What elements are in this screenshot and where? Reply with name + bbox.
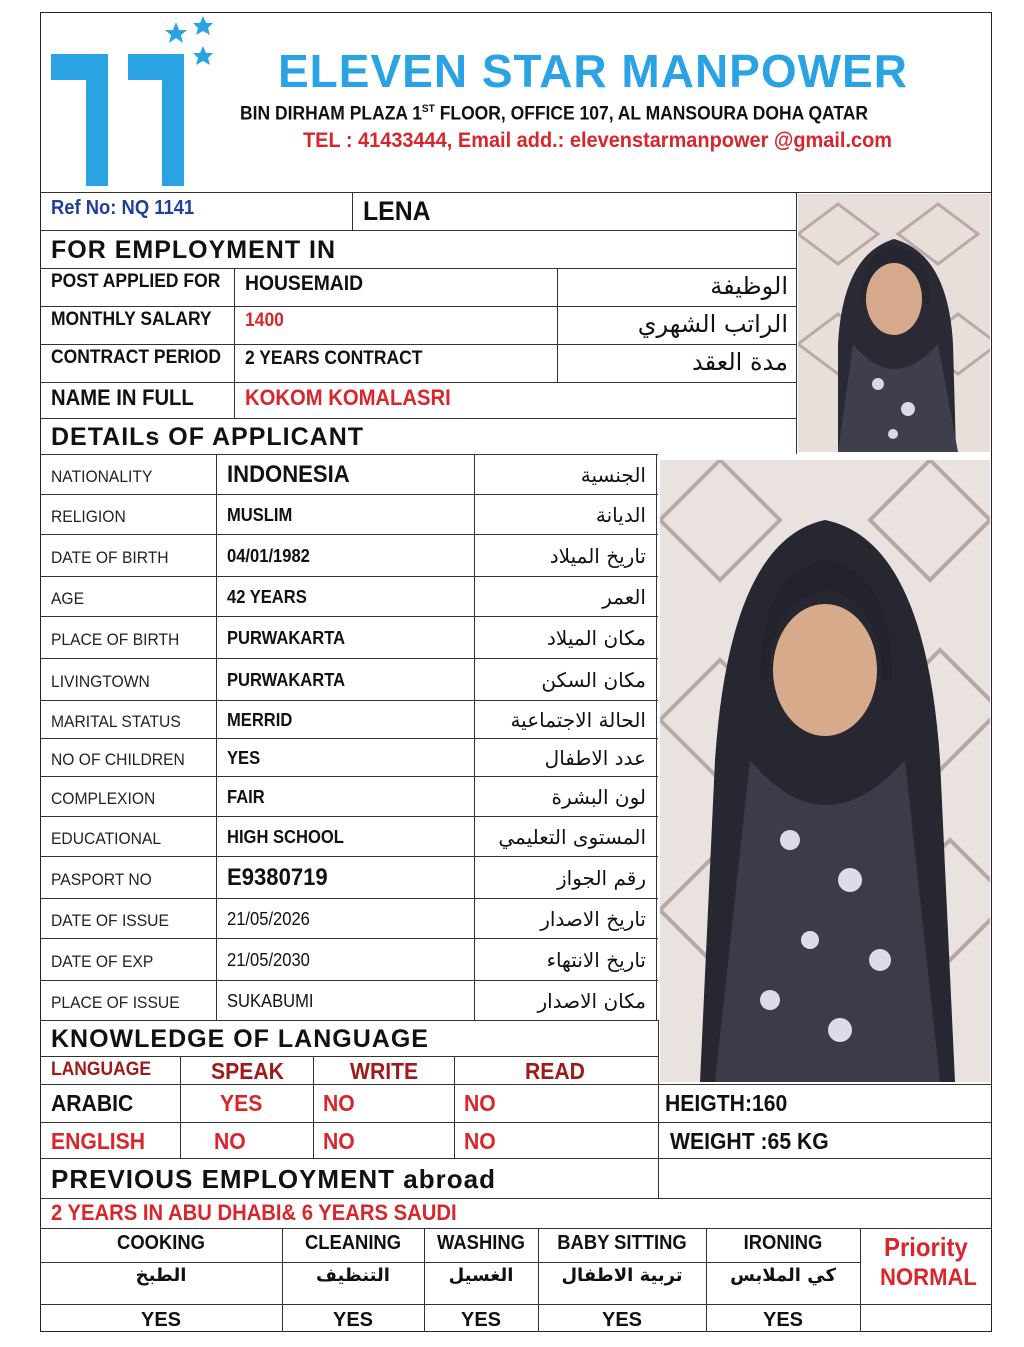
- detail-label: DATE OF EXP: [51, 952, 154, 971]
- english-speak: NO: [214, 1128, 246, 1154]
- english-write: NO: [323, 1128, 355, 1154]
- detail-label: DATE OF ISSUE: [51, 911, 169, 930]
- detail-arabic: عدد الاطفال: [544, 746, 646, 770]
- detail-label: MARITAL STATUS: [51, 712, 181, 731]
- detail-label: DATE OF BIRTH: [51, 548, 169, 567]
- details-row-divider: [40, 576, 658, 577]
- detail-arabic: لون البشرة: [551, 785, 646, 809]
- detail-label: COMPLEXION: [51, 789, 156, 808]
- applicant-photo-small: [798, 194, 990, 452]
- priority-label: Priority: [884, 1232, 968, 1262]
- details-row-divider: [40, 738, 658, 739]
- skill-name: WASHING: [437, 1232, 525, 1254]
- skill-value: YES: [601, 1309, 643, 1331]
- priority-value: NORMAL: [880, 1264, 977, 1291]
- detail-arabic: تاريخ الميلاد: [549, 544, 646, 568]
- company-name: ELEVEN STAR MANPOWER: [278, 45, 908, 97]
- detail-label: LIVINGTOWN: [51, 672, 150, 691]
- skill-arabic: التنظيف: [316, 1265, 390, 1286]
- detail-label: AGE: [51, 589, 85, 608]
- detail-label: NO OF CHILDREN: [51, 750, 185, 769]
- detail-arabic: مكان السكن: [541, 668, 646, 692]
- employment-heading: FOR EMPLOYMENT IN: [51, 236, 337, 264]
- detail-value: 42 YEARS: [227, 587, 307, 607]
- detail-label: EDUCATIONAL: [51, 829, 162, 848]
- post-value: HOUSEMAID: [245, 272, 364, 295]
- details-heading: DETAILs OF APPLICANT: [51, 423, 365, 451]
- detail-label: NATIONALITY: [51, 467, 153, 486]
- details-row-divider: [40, 980, 658, 981]
- detail-arabic: مكان الاصدار: [537, 989, 646, 1013]
- detail-value: PURWAKARTA: [227, 670, 346, 690]
- previous-employment-value: 2 YEARS IN ABU DHABI& 6 YEARS SAUDI: [51, 1200, 457, 1225]
- contract-label: CONTRACT PERIOD: [51, 347, 221, 368]
- company-address: [240, 104, 868, 123]
- details-col-divider-2: [474, 454, 475, 1020]
- skill-arabic: كي الملابس: [730, 1265, 836, 1286]
- skill-value: YES: [460, 1309, 502, 1331]
- detail-value: PURWAKARTA: [227, 628, 346, 648]
- detail-arabic: رقم الجواز: [557, 866, 646, 890]
- applicant-photo-large: [660, 460, 990, 1082]
- language-col-read: READ: [525, 1058, 585, 1084]
- detail-value: MERRID: [227, 710, 293, 730]
- skill-arabic: الطبخ: [135, 1265, 187, 1286]
- skill-value: YES: [762, 1309, 804, 1331]
- contract-arabic: مدة العقد: [692, 348, 788, 376]
- details-row-divider: [40, 616, 658, 617]
- candidate-short-name: LENA: [363, 196, 431, 226]
- detail-value: FAIR: [227, 787, 265, 807]
- details-row-divider: [40, 494, 658, 495]
- language-arabic: ARABIC: [51, 1090, 134, 1116]
- skill-value: YES: [140, 1309, 182, 1331]
- detail-arabic: الجنسية: [580, 463, 646, 487]
- detail-value: MUSLIM: [227, 505, 293, 525]
- salary-label: MONTHLY SALARY: [51, 309, 212, 330]
- address-part-2: FLOOR, OFFICE 107, AL MANSOURA DOHA QATAR: [434, 103, 869, 125]
- details-row-divider: [40, 658, 658, 659]
- skill-value: YES: [332, 1309, 374, 1331]
- details-row-divider: [40, 938, 658, 939]
- language-col-language: LANGUAGE: [51, 1059, 152, 1080]
- detail-arabic: الديانة: [595, 503, 646, 527]
- details-row-divider: [40, 816, 658, 817]
- details-col-divider-3: [656, 454, 657, 1020]
- address-superscript: ST: [421, 103, 435, 115]
- applicant-portrait-icon: [798, 194, 990, 452]
- skill-arabic: تربية الاطفال: [561, 1265, 683, 1286]
- full-name-label: NAME IN FULL: [51, 385, 194, 410]
- detail-value: YES: [227, 748, 261, 768]
- detail-value: HIGH SCHOOL: [227, 827, 344, 847]
- post-arabic: الوظيفة: [710, 272, 788, 300]
- detail-value: INDONESIA: [227, 461, 350, 488]
- detail-arabic: العمر: [602, 585, 646, 609]
- arabic-speak: YES: [220, 1090, 263, 1116]
- height-value: HEIGTH:160: [665, 1090, 788, 1116]
- full-name-value: KOKOM KOMALASRI: [245, 385, 451, 410]
- detail-label: PASPORT NO: [51, 870, 152, 889]
- previous-employment-heading: PREVIOUS EMPLOYMENT abroad: [51, 1164, 496, 1194]
- details-row-divider: [40, 700, 658, 701]
- details-col-divider-1: [216, 454, 217, 1020]
- detail-arabic: تاريخ الاصدار: [540, 907, 646, 931]
- english-read: NO: [464, 1128, 496, 1154]
- detail-value: 21/05/2030: [227, 950, 310, 970]
- details-row-divider: [40, 898, 658, 899]
- skill-name: COOKING: [117, 1232, 205, 1254]
- address-part-1: BIN DIRHAM PLAZA 1: [240, 103, 422, 125]
- contract-value: 2 YEARS CONTRACT: [245, 348, 423, 369]
- language-col-speak: SPEAK: [211, 1058, 284, 1084]
- arabic-read: NO: [464, 1090, 496, 1116]
- language-heading: KNOWLEDGE OF LANGUAGE: [51, 1025, 429, 1053]
- language-english: ENGLISH: [51, 1128, 146, 1154]
- applicant-full-portrait-icon: [660, 460, 990, 1082]
- details-row-divider: [40, 534, 658, 535]
- details-row-divider: [40, 454, 658, 455]
- arabic-write: NO: [323, 1090, 355, 1116]
- detail-arabic: الحالة الاجتماعية: [510, 708, 646, 732]
- skill-arabic: الغسيل: [448, 1265, 514, 1286]
- detail-value: SUKABUMI: [227, 991, 314, 1011]
- detail-arabic: المستوى التعليمي: [498, 825, 646, 849]
- detail-label: RELIGION: [51, 507, 126, 526]
- salary-value: 1400: [245, 310, 284, 331]
- detail-value: 04/01/1982: [227, 546, 310, 566]
- detail-label: PLACE OF BIRTH: [51, 630, 180, 649]
- detail-arabic: تاريخ الانتهاء: [546, 948, 646, 972]
- skill-name: IRONING: [743, 1232, 823, 1254]
- detail-value: E9380719: [227, 864, 328, 891]
- ref-number: Ref No: NQ 1141: [51, 197, 195, 219]
- detail-value: 21/05/2026: [227, 909, 310, 929]
- weight-value: WEIGHT :65 KG: [670, 1128, 829, 1154]
- details-row-divider: [40, 776, 658, 777]
- detail-arabic: مكان الميلاد: [547, 626, 646, 650]
- eleven-star-logo-icon: [48, 14, 218, 190]
- detail-label: PLACE OF ISSUE: [51, 993, 180, 1012]
- company-contact: TEL : 41433444, Email add.: elevenstarmanpower @gmail.com: [303, 129, 893, 152]
- language-col-write: WRITE: [350, 1058, 419, 1084]
- skill-name: BABY SITTING: [557, 1232, 687, 1254]
- skill-name: CLEANING: [304, 1232, 402, 1254]
- salary-arabic: الراتب الشهري: [637, 310, 788, 338]
- company-logo: [48, 14, 218, 190]
- post-label: POST APPLIED FOR: [51, 271, 221, 292]
- details-row-divider: [40, 856, 658, 857]
